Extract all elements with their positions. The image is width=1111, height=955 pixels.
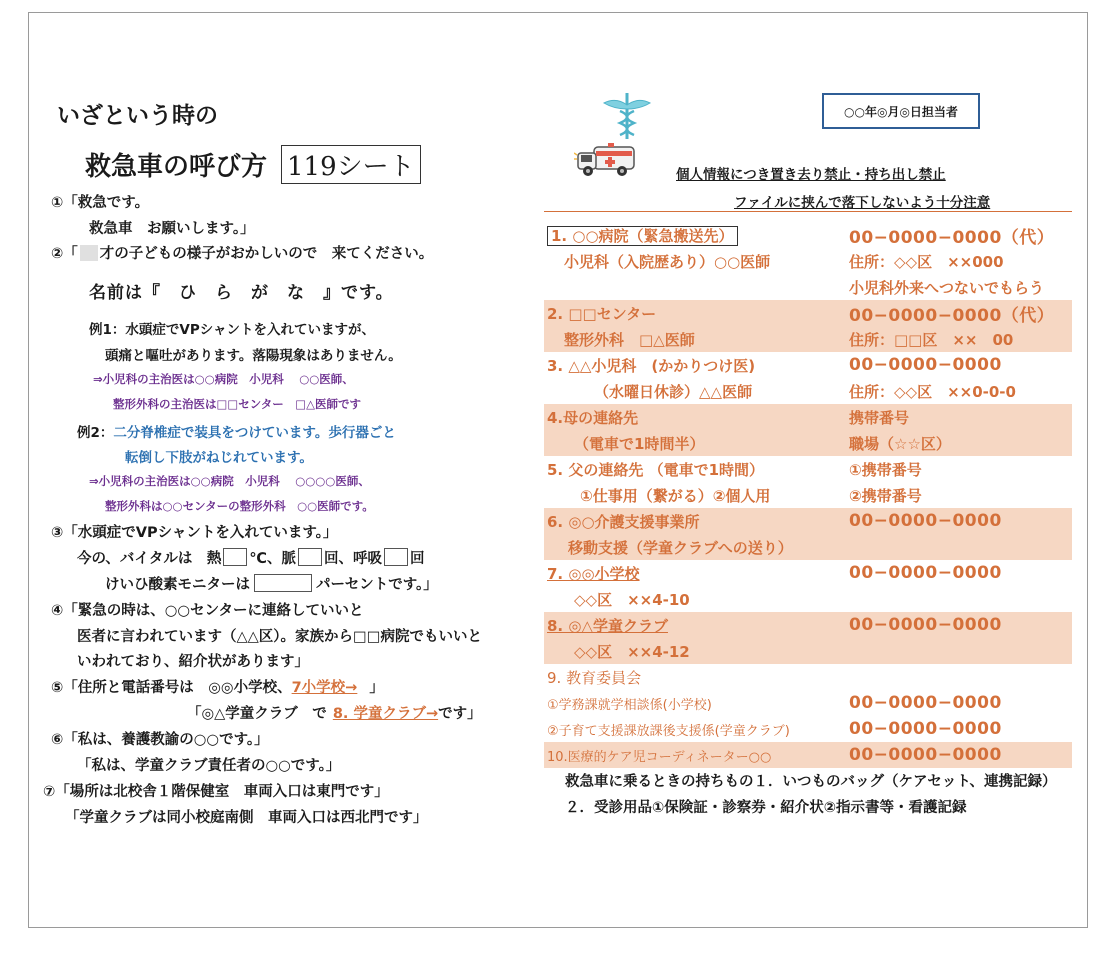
row-col-b: ①携帯番号: [849, 460, 922, 479]
row-col-a: 10.医療的ケア児コーディネーター○○: [547, 749, 772, 765]
notice-1: 個人情報につき置き去り禁止・持ち出し禁止: [676, 167, 946, 183]
line-3: ③「水頭症でVPシャントを入れています。」: [51, 525, 338, 541]
row-col-b: 小児科外来へつないでもらう: [849, 278, 1045, 297]
table-row: [544, 222, 1072, 248]
row-col-b: 住所：□□区 ×× 00: [849, 330, 1014, 349]
example2-text: 二分脊椎症で装具をつけています。歩行器ごと: [113, 425, 396, 441]
line-5a: [51, 676, 384, 697]
example1-c: ⇒小児科の主治医は○○病院 小児科 ○○医師、: [93, 372, 354, 386]
caduceus-icon: [604, 93, 650, 139]
table-row: [544, 638, 1072, 664]
row-phone[interactable]: 00−0000−0000: [849, 615, 1002, 635]
table-row: [544, 742, 1072, 768]
row-phone[interactable]: 00−0000−0000: [849, 563, 1002, 583]
line-2-prefix: ②「: [51, 246, 78, 262]
row-col-a: ①仕事用（繋がる）②個人用: [580, 486, 771, 505]
spo2-unit: パーセントです。」: [316, 577, 438, 593]
ambulance-icon: [574, 89, 664, 181]
date-staff-box[interactable]: ○○年◎月◎日担当者: [822, 93, 980, 129]
table-row: [544, 508, 1072, 534]
line-2-text: 才の子どもの様子がおかしいので 来てください。: [99, 246, 434, 262]
example2-label: 例2：: [77, 425, 114, 441]
row-col-a: 2. □□センター: [547, 304, 657, 323]
notice-2: ファイルに挟んで落下しないよう十分注意: [734, 195, 991, 211]
line-5a-end: 」: [369, 680, 384, 696]
table-row: [544, 586, 1072, 612]
row-col-a: 整形外科 □△医師: [564, 330, 695, 349]
line-6a: ⑥「私は、養護教諭の○○です。」: [51, 732, 269, 748]
club-anchor: 8. ◎△学童クラブ: [547, 616, 668, 635]
example2-d: 整形外科は○○センターの整形外科 ○○医師です。: [105, 499, 374, 513]
row-col-a: （水曜日休診）△△医師: [594, 382, 753, 401]
row-col-b: ②携帯番号: [849, 486, 922, 505]
row-phone[interactable]: 00−0000−0000: [849, 511, 1002, 531]
table-row: [544, 352, 1072, 378]
table-row: [544, 716, 1072, 742]
table-row: [544, 300, 1072, 326]
document-page: [28, 12, 1088, 928]
table-row: [544, 456, 1072, 482]
age-blank[interactable]: [80, 245, 98, 261]
row-phone[interactable]: 00−0000−0000（代）: [849, 305, 1055, 326]
row-phone[interactable]: 00−0000−0000: [849, 693, 1002, 713]
row-col-a: ①学務課就学相談係(小学校): [547, 697, 712, 713]
line-5b-end: です」: [438, 706, 482, 722]
table-row: [544, 664, 1072, 690]
club-link[interactable]: 8. 学童クラブ→: [332, 706, 439, 722]
table-row: [544, 482, 1072, 508]
spo2-label: けいひ酸素モニターは: [105, 577, 250, 593]
vitals-line: [77, 547, 424, 568]
table-row: [544, 326, 1072, 352]
table-row: [544, 612, 1072, 638]
example1-b: 頭痛と嘔吐があります。落陽現象はありません。: [105, 348, 402, 364]
example2-c: ⇒小児科の主治医は○○病院 小児科 ○○○○医師、: [89, 474, 370, 488]
table-row: [544, 534, 1072, 560]
row-col-a: 移動支援（学童クラブへの送り）: [568, 538, 793, 557]
line-6b: 「私は、学童クラブ責任者の○○です。」: [77, 758, 341, 774]
line-7b: 「学童クラブは同小校庭南側 車両入口は西北門です」: [65, 810, 428, 826]
line-5b: [187, 702, 482, 723]
table-row: [544, 430, 1072, 456]
table-row: [544, 560, 1072, 586]
row-col-a: 5. 父の連絡先 （電車で1時間）: [547, 460, 765, 479]
line-1: ①「救急です。: [51, 195, 150, 211]
row-col-a: 3. △△小児科 (かかりつけ医): [547, 356, 756, 375]
row-col-a: 4.母の連絡先: [547, 408, 639, 427]
name-line: 名前は『 ひ ら が な 』です。: [89, 283, 394, 303]
line-7a: ⑦「場所は北校舎１階保健室 車両入口は東門です」: [43, 784, 389, 800]
row-col-a: 6. ◎○介護支援事業所: [547, 512, 700, 531]
table-row: [544, 690, 1072, 716]
row-phone[interactable]: 00−0000−0000: [849, 355, 1002, 375]
school-anchor: 7. ◎◎小学校: [547, 564, 640, 583]
table-row: [544, 274, 1072, 300]
row-col-a: 小児科（入院歴あり）○○医師: [564, 252, 771, 271]
contact-table: [544, 222, 1072, 768]
table-top-rule: [544, 211, 1072, 212]
row-col-a: ②子育て支援課放課後支援係(学童クラブ): [547, 723, 790, 739]
row-col-b: 携帯番号: [849, 408, 910, 427]
example1-a: 例1：水頭症でVPシャントを入れていますが、: [89, 322, 375, 338]
pulse-box[interactable]: [298, 548, 322, 566]
row-col-b: 職場（☆☆区）: [849, 434, 951, 453]
school-link[interactable]: 7小学校→: [291, 680, 358, 696]
spo2-box[interactable]: [254, 574, 312, 592]
temperature-box[interactable]: [223, 548, 247, 566]
example2-b: 転倒し下肢がねじれています。: [125, 450, 313, 466]
respiration-box[interactable]: [384, 548, 408, 566]
table-row: [544, 404, 1072, 430]
bring-items-2: ２．受診用品①保険証・診察券・紹介状②指示書等・看護記録: [565, 800, 967, 816]
row-col-b: 住所：◇◇区 ××000: [849, 252, 1004, 271]
row-phone[interactable]: 00−0000−0000: [849, 719, 1002, 739]
line-4a: ④「緊急の時は、○○センターに連絡していいと: [51, 603, 364, 619]
table-row: [544, 248, 1072, 274]
title-line2: [85, 145, 421, 184]
row-col-a: （電車で1時間半）: [574, 434, 705, 453]
row-col-a: ◇◇区 ××4-10: [574, 590, 690, 609]
line-4b: 医者に言われています（△△区）。家族から□□病院でもいいと: [77, 629, 482, 645]
table-row: [544, 378, 1072, 404]
example2-a: [77, 421, 396, 441]
resp-unit: 回: [409, 551, 425, 567]
row-phone[interactable]: 00−0000−0000: [849, 745, 1002, 765]
hospital-1-phone[interactable]: 00−0000−0000（代）: [849, 227, 1055, 248]
resp-label: 回、呼吸: [323, 551, 382, 567]
row-col-a: ◇◇区 ××4-12: [574, 642, 690, 661]
bring-items-1: 救急車に乗るときの持ちもの１．いつものバッグ（ケアセット、連携記録）: [565, 774, 1057, 790]
row-col-a: 9. 教育委員会: [547, 668, 642, 687]
example1-d: 整形外科の主治医は□□センター □△医師です: [113, 397, 361, 411]
line-4c: いわれており、紹介状があります」: [77, 654, 309, 670]
vitals-label: 今の、バイタルは 熱: [77, 551, 222, 567]
title-code-box: 119シート: [281, 145, 421, 184]
line-2: [51, 242, 433, 263]
title-main: 救急車の呼び方: [85, 152, 268, 182]
title-line1: いざという時の: [57, 103, 218, 129]
line-5b-text: 「◎△学童クラブ で: [187, 706, 327, 722]
line-1b: 救急車 お願いします。」: [89, 221, 255, 237]
row-col-b: 住所：◇◇区 ××0-0-0: [849, 382, 1016, 401]
spo2-line: [105, 573, 438, 594]
pulse-label: ℃、脈: [249, 551, 296, 567]
hospital-1-name: 1. ○○病院（緊急搬送先）: [547, 226, 738, 246]
line-5a-text: ⑤「住所と電話番号は ◎◎小学校、: [51, 680, 292, 696]
